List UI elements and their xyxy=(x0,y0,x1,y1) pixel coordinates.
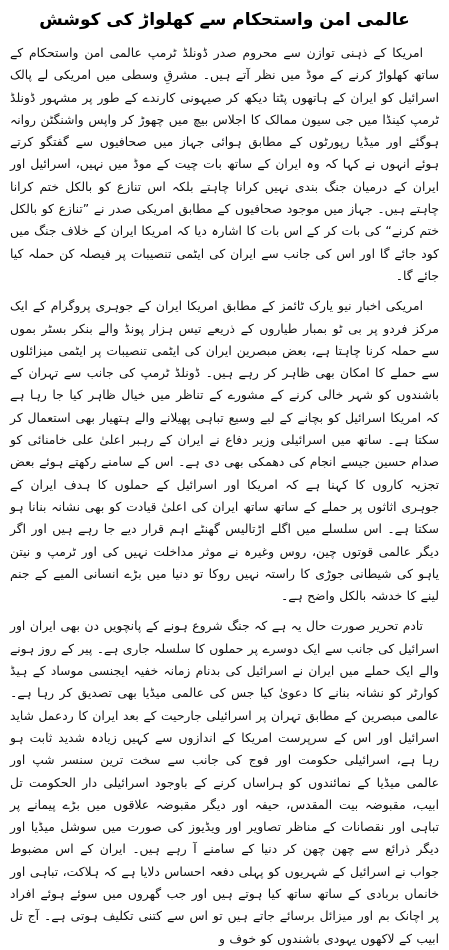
article-paragraph-3: تادم تحریر صورت حال یہ ہے کہ جنگ شروع ہونے کے پانچویں دن بھی ایران اور اسرائیل کی جانب سے ایک دوسرے پر حملوں کا سلسلہ جاری ہے۔ پیر کے روز ہونے والے ایک حملے میں ایران نے اسرائیل کی بدنام زمانہ خفیہ ایجنسی موساد کے ہیڈ کوارٹر کو نشانہ بنانے کا دعویٰ کیا جس کی عالمی میڈیا بھی تصدیق کر رہا ہے۔ عالمی مبصرین کے مطابق تہران پر اسرائیلی جارحیت کے بعد ایران کا ردعمل شاید اسرائیل اور اس کے سرپرست امریکا کے اندازوں سے کہیں زیادہ شدید ثابت ہو رہا ہے، اسرائیلی حکومت اور فوج کی جانب سے سخت ترین سنسر شپ اور عالمی میڈیا کے نمائندوں کو ہراساں کرنے کے باوجود اسرائیلی دار الحکومت تل ابیب، مقبوضہ بیت المقدس، حیفہ اور دیگر مقبوضہ علاقوں میں بڑے پیمانے پر تباہی اور نقصانات کے مناظر تصاویر اور ویڈیوز کی صورت میں سوشل میڈیا اور دیگر ذرائع سے چھن چھن کر دنیا کے سامنے آ رہے ہیں۔ ایران کے اس مضبوط جواب نے اسرائیل کے شہریوں کو پہلی دفعہ احساس دلایا ہے کہ ہلاکت، تباہی اور خانماں بربادی کے ساتھ ساتھ کیا ہوتے ہیں اور جب گھروں میں سوئے ہوئے افراد پر اچانک بم اور میزائل برسائے جاتے ہیں تو اس سے کتنی تکلیف ہوتی ہے۔ آج تل ابیب کے لاکھوں یہودی باشندوں کو خوف و xyxy=(10,619,439,946)
article-paragraph-1: امریکا کے ذہنی توازن سے محروم صدر ڈونلڈ ٹرمپ عالمی امن واستحکام کے ساتھ کھلواڑ کرنے کے موڈ میں نظر آتے ہیں۔ مشرقِ وسطی میں امریکی لے پالک اسرائیل کو ایران کے ہاتھوں پٹتا دیکھ کر صیہونی کارندے کے طور پر مشہور ڈونلڈ ٹرمپ کینڈا میں جی سیون ممالک کا اجلاس بیچ میں چھوڑ کر واپس واشنگٹن روانہ ہوگئے اور میڈیا رپورٹوں کے مطابق ہوائی جہاز میں صحافیوں سے گفتگو کرتے ہوئے انہوں نے کہا کہ وہ ایران کے ساتھ بات چیت کے موڈ میں نہیں، اسرائیل اور ایران کے درمیان جنگ بندی نہیں کرانا چاہتے بلکہ اس تنازع کو بالکل ختم کرانا چاہتے ہیں۔ جہاز میں موجود صحافیوں کے مطابق امریکی صدر نے ”تنازع کو بالکل ختم کرنے“ کی بات کر کے اس بات کا اشارہ دیا کہ امریکا ایران کے خلاف جنگ میں کود جائے گا اور اس کی جانب سے ایران کی ایٹمی تنصیبات پر فیصلہ کن حملہ کیا جائے گا۔ xyxy=(10,46,439,283)
article-paragraph-2: امریکی اخبار نیو یارک ٹائمز کے مطابق امریکا ایران کے جوہری پروگرام کے ایک مرکز فردو پر بی ٹو بمبار طیاروں کے ذریعے تیس ہزار پونڈ والے بنکر بسٹر بموں سے حملہ کرنا چاہتا ہے، بعض مبصرین ایران کی ایٹمی تنصیبات پر ایٹمی میزائلوں سے حملے کا امکان بھی ظاہر کر رہے ہیں۔ ڈونلڈ ٹرمپ کی جانب سے تہران کے باشندوں کو شہر خالی کرنے کے مشورے کے تناظر میں خیال ظاہر کیا جا رہا ہے کہ امریکا اسرائیل کو بچانے کے لیے وسیع تباہی پھیلانے والے ہتھیار بھی استعمال کر سکتا ہے۔ ساتھ میں اسرائیلی وزیر دفاع نے ایران کے رہبر اعلیٰ علی خامنائی کو صدام حسین جیسے انجام کی دھمکی بھی دی ہے۔ اس کے سامنے رکھتے ہوئے بعض تجزیہ کاروں کا کہنا ہے کہ امریکا اور اسرائیل کے حملوں کا ہدف ایران کے جوہری اثاثوں پر حملے کے ساتھ ساتھ ایران کی اعلیٰ قیادت کو بھی نشانہ بنانا ہو سکتا ہے۔ اس سلسلے میں اگلے اڑتالیس گھنٹے اہم قرار دیے جا رہے ہیں اور اگر دیگر عالمی قوتوں چین، روس وغیرہ نے موثر مداخلت نہیں کی اور ٹرمپ و نیتن یاہو کی شیطانی جوڑی کا راستہ نہیں روکا تو دنیا میں بڑے انسانی المیے کے جنم لینے کا خدشہ بالکل واضح ہے۔ xyxy=(10,299,439,604)
article-title: عالمی امن واستحکام سے کھلواڑ کی کوشش xyxy=(39,10,410,30)
